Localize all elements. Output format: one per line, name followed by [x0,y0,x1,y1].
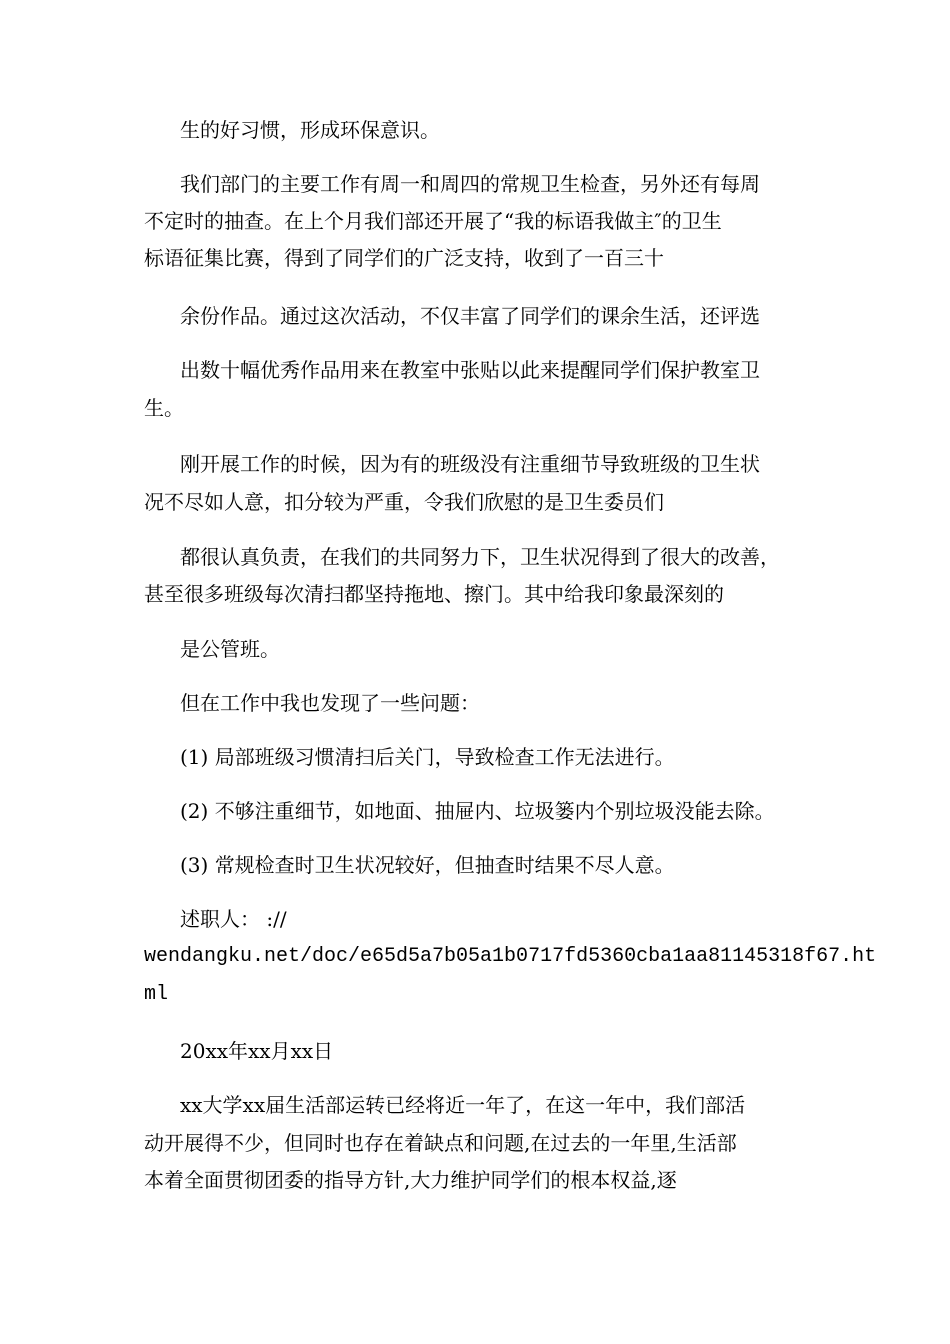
text-line: xx大学xx届生活部运转已经将近一年了，在这一年中，我们部活 [180,1093,746,1117]
text-line: 余份作品。通过这次活动，不仅丰富了同学们的课余生活，还评选 [180,304,760,328]
text-line: 生的好习惯，形成环保意识。 [180,118,440,142]
list-item: (3) 常规检查时卫生状况较好，但抽查时结果不尽人意。 [180,853,675,877]
text-line: 但在工作中我也发现了一些问题： [180,691,480,715]
list-item: (2) 不够注重细节，如地面、抽屉内、垃圾篓内个别垃圾没能去除。 [180,799,775,823]
text-line: 生。 [144,396,184,420]
text-line: 都很认真负责，在我们的共同努力下，卫生状况得到了很大的改善， [180,545,780,569]
signature-line: 述职人： :// [180,907,287,931]
text-line: 我们部门的主要工作有周一和周四的常规卫生检查，另外还有每周 [180,172,760,196]
text-line: 甚至很多班级每次清扫都坚持拖地、擦门。其中给我印象最深刻的 [144,582,724,606]
text-line: 刚开展工作的时候，因为有的班级没有注重细节导致班级的卫生状 [180,452,760,476]
text-line: 况不尽如人意，扣分较为严重，令我们欣慰的是卫生委员们 [144,490,664,514]
text-line: 标语征集比赛，得到了同学们的广泛支持，收到了一百三十 [144,246,664,270]
text-line: 本着全面贯彻团委的指导方针,大力维护同学们的根本权益,逐 [144,1168,677,1192]
date-line: 20xx年xx月xx日 [180,1039,334,1063]
text-line: 出数十幅优秀作品用来在教室中张贴以此来提醒同学们保护教室卫 [180,358,760,382]
list-item: (1) 局部班级习惯清扫后关门，导致检查工作无法进行。 [180,745,675,769]
text-line: 是公管班。 [180,637,280,661]
text-line: 不定时的抽查。在上个月我们部还开展了“我的标语我做主″的卫生 [144,209,722,233]
text-line: 动开展得不少，但同时也存在着缺点和问题,在过去的一年里,生活部 [144,1131,737,1155]
url-text: ml [144,983,169,1006]
url-text: wendangku.net/doc/e65d5a7b05a1b0717fd5360cba1aa81145318f67.ht [144,945,877,968]
